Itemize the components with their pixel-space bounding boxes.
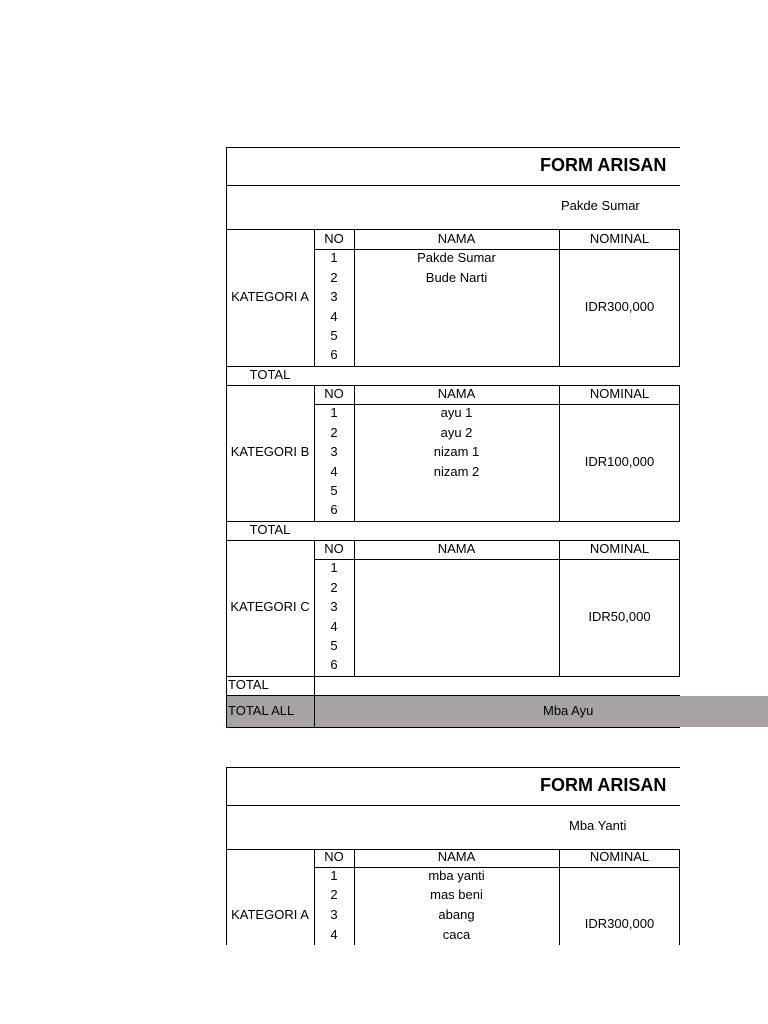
nominal-value: IDR50,000: [588, 609, 651, 624]
col-header-nominal: NOMINAL: [589, 386, 650, 401]
row-no: 3: [330, 907, 338, 922]
kategori-label: KATEGORI B: [230, 444, 310, 459]
col-header-nama: NAMA: [437, 386, 476, 401]
row-no: 5: [330, 638, 338, 653]
rule: [226, 185, 680, 186]
row-no: 6: [330, 502, 338, 517]
row-no: 4: [330, 464, 338, 479]
nominal-value: IDR300,000: [584, 299, 655, 314]
row-no: 1: [330, 405, 338, 420]
col-header-no: NO: [324, 386, 344, 401]
row-no: 3: [330, 444, 338, 459]
rule: [226, 147, 227, 728]
row-no: 1: [330, 868, 338, 883]
form-title: FORM ARISAN: [540, 775, 667, 795]
total-label: TOTAL: [228, 677, 269, 692]
form-owner-name: Mba Yanti: [569, 818, 627, 833]
row-no: 1: [330, 560, 338, 575]
col-header-nominal: NOMINAL: [589, 541, 650, 556]
rule: [314, 559, 680, 560]
col-header-nama: NAMA: [437, 231, 476, 246]
row-no: 2: [330, 425, 338, 440]
row-name: ayu 2: [440, 425, 473, 440]
kategori-label: KATEGORI C: [230, 599, 310, 614]
row-no: 2: [330, 270, 338, 285]
row-no: 6: [330, 347, 338, 362]
row-no: 4: [330, 619, 338, 634]
rule: [354, 540, 355, 677]
row-name: mba yanti: [428, 868, 485, 883]
rule: [226, 676, 680, 677]
row-no: 4: [330, 309, 338, 324]
col-header-nominal: NOMINAL: [589, 849, 650, 864]
row-no: 5: [330, 483, 338, 498]
total-label: TOTAL: [249, 367, 291, 382]
row-no: 3: [330, 289, 338, 304]
row-name: caca: [442, 927, 471, 942]
row-no: 1: [330, 250, 338, 265]
row-name: nizam 2: [433, 464, 480, 479]
row-no: 4: [330, 927, 338, 942]
col-header-no: NO: [324, 541, 344, 556]
rule: [226, 695, 680, 696]
form-owner-name: Pakde Sumar: [561, 198, 640, 213]
row-name: abang: [438, 907, 475, 922]
form-title: FORM ARISAN: [540, 155, 667, 175]
rule: [226, 805, 680, 806]
kategori-label: KATEGORI A: [231, 907, 309, 922]
row-name: nizam 1: [433, 444, 480, 459]
kategori-label: KATEGORI A: [231, 289, 309, 304]
nominal-value: IDR300,000: [584, 916, 655, 931]
row-no: 2: [330, 580, 338, 595]
rule: [226, 727, 680, 728]
col-header-nominal: NOMINAL: [589, 231, 650, 246]
row-name: mas beni: [430, 887, 483, 902]
total-all-band: [227, 696, 768, 727]
row-name: ayu 1: [440, 405, 473, 420]
col-header-no: NO: [324, 231, 344, 246]
rule: [226, 147, 680, 148]
col-header-nama: NAMA: [437, 541, 476, 556]
nominal-value: IDR100,000: [584, 454, 655, 469]
total-label: TOTAL: [249, 522, 291, 537]
total-all-value: Mba Ayu: [543, 703, 594, 718]
total-all-label: TOTAL ALL: [228, 703, 295, 718]
row-no: 5: [330, 328, 338, 343]
row-name: Pakde Sumar: [417, 250, 496, 265]
rule: [314, 695, 315, 728]
col-header-nama: NAMA: [437, 849, 476, 864]
row-no: 3: [330, 599, 338, 614]
row-name: Bude Narti: [425, 270, 488, 285]
col-header-no: NO: [324, 849, 344, 864]
rule: [226, 767, 680, 768]
row-no: 2: [330, 887, 338, 902]
row-no: 6: [330, 657, 338, 672]
